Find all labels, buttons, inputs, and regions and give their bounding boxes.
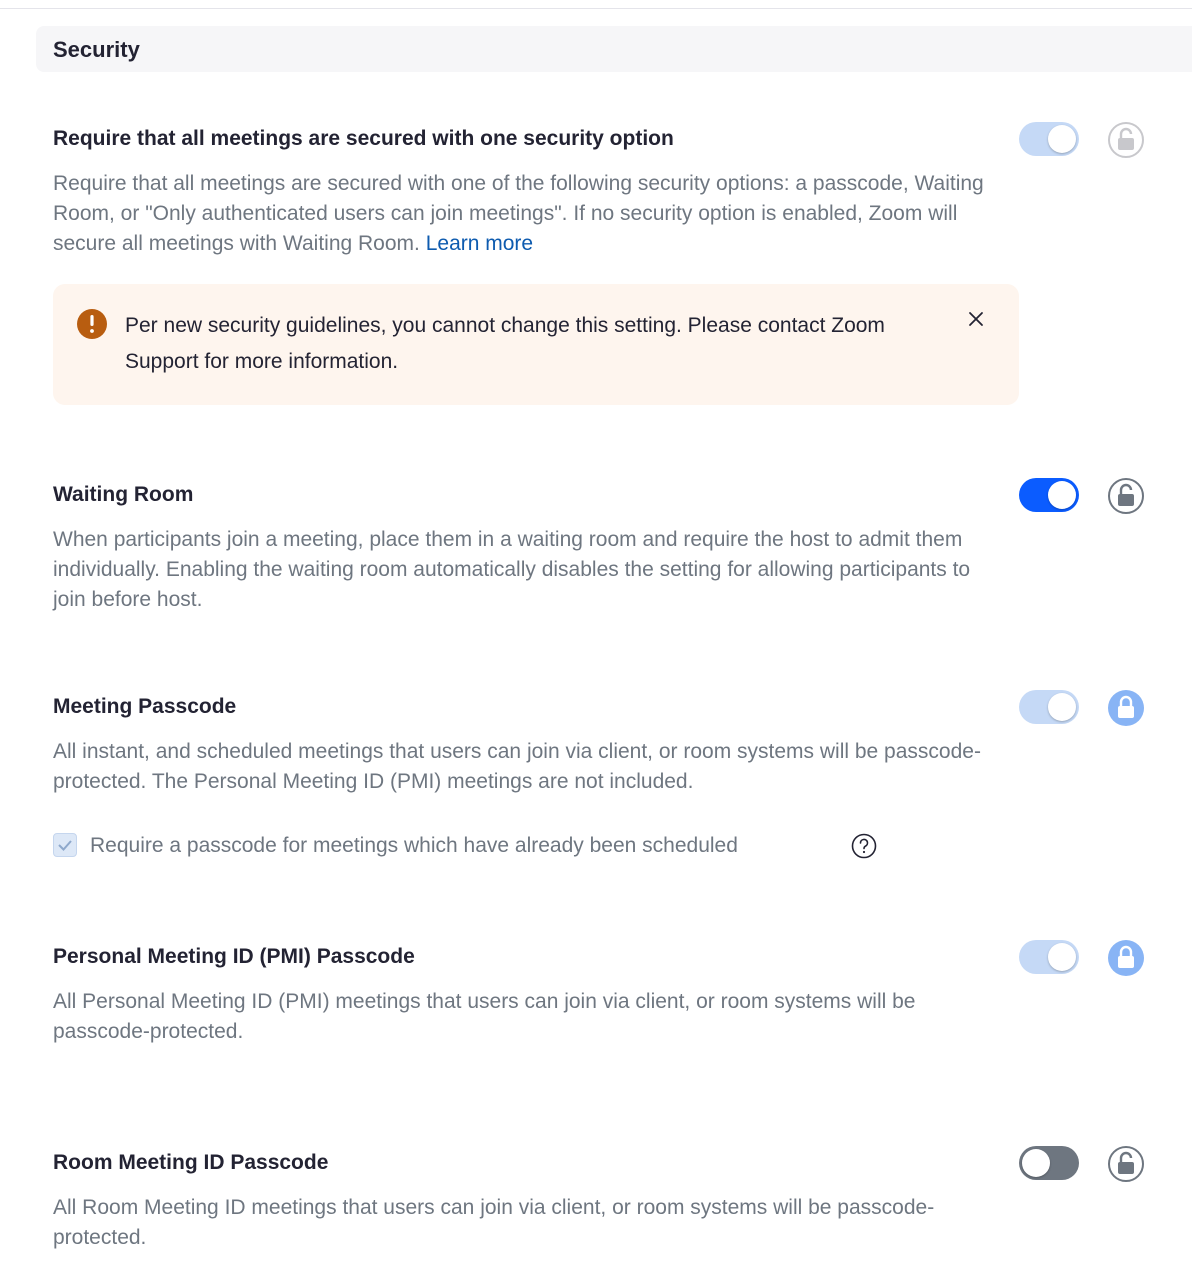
- setting-require-security-option: [53, 125, 1153, 259]
- setting-meeting-passcode: [53, 693, 1153, 797]
- setting-waiting-room: [53, 481, 1153, 615]
- help-icon[interactable]: [851, 833, 877, 859]
- toggle-knob: [1048, 693, 1076, 721]
- notice-text: Per new security guidelines, you cannot change this setting. Please contact Zoom Support for more information.: [125, 314, 885, 373]
- require-passcode-checkbox[interactable]: [53, 833, 77, 857]
- waiting-room-toggle[interactable]: [1019, 478, 1079, 512]
- lock-icon[interactable]: [1107, 939, 1145, 977]
- toggle-knob: [1048, 125, 1076, 153]
- checkbox-label: Require a passcode for meetings which have already been scheduled: [90, 834, 738, 857]
- setting-room-meeting-passcode: [53, 1149, 1153, 1253]
- meeting-passcode-toggle[interactable]: [1019, 690, 1079, 724]
- learn-more-link[interactable]: Learn more: [425, 232, 534, 255]
- setting-title: Room Meeting ID Passcode: [53, 1151, 329, 1174]
- section-header: [36, 26, 1192, 72]
- setting-description: All Personal Meeting ID (PMI) meetings that users can join via client, or room systems will be passcode-protected.: [53, 990, 916, 1043]
- setting-description: [53, 169, 993, 259]
- lock-icon[interactable]: [1107, 689, 1145, 727]
- pmi-passcode-toggle[interactable]: [1019, 940, 1079, 974]
- setting-title: Meeting Passcode: [53, 695, 237, 718]
- security-notice: [53, 284, 1019, 405]
- setting-description: All instant, and scheduled meetings that users can join via client, or room systems will be passcode-protected. The Personal Meeting ID (PMI) meetings are not included.: [53, 740, 981, 793]
- toggle-knob: [1048, 481, 1076, 509]
- setting-pmi-passcode: [53, 943, 1153, 1047]
- unlocked-icon[interactable]: [1107, 121, 1145, 159]
- setting-title: Require that all meetings are secured with one security option: [53, 127, 674, 150]
- setting-description-text: Require that all meetings are secured with one of the following security options: a passcode, Waiting Room, or "Only authenticated users can join meetings". If no security option is enabled, Zoom will secure all meetings with Waiting Room.: [53, 172, 984, 255]
- setting-description: All Room Meeting ID meetings that users can join via client, or room systems will be passcode-protected.: [53, 1196, 935, 1249]
- toggle-knob: [1048, 943, 1076, 971]
- require-security-option-toggle[interactable]: [1019, 122, 1079, 156]
- checkmark-icon: [54, 834, 76, 856]
- warning-icon: [77, 309, 107, 339]
- unlocked-icon[interactable]: [1107, 477, 1145, 515]
- close-icon[interactable]: [967, 310, 985, 328]
- section-title: Security: [53, 37, 140, 62]
- toggle-knob: [1022, 1149, 1050, 1177]
- setting-title: Personal Meeting ID (PMI) Passcode: [53, 945, 415, 968]
- unlocked-icon[interactable]: [1107, 1145, 1145, 1183]
- top-divider: [0, 8, 1192, 9]
- setting-title: Waiting Room: [53, 483, 194, 506]
- setting-description: When participants join a meeting, place them in a waiting room and require the host to admit them individually. Enabling the waiting room automatically disables the setting for allowing participants to join before host.: [53, 528, 971, 611]
- room-meeting-passcode-toggle[interactable]: [1019, 1146, 1079, 1180]
